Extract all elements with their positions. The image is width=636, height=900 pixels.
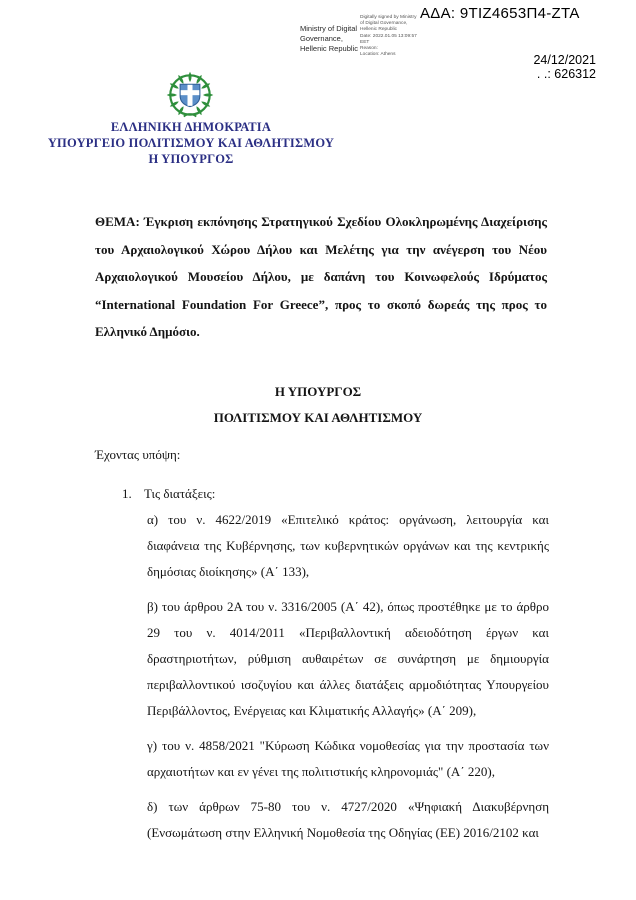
greek-coat-of-arms-icon xyxy=(163,69,217,121)
signature-detail-line: Date: 2022.01.05 13:09:57 xyxy=(360,33,417,39)
document-date: 24/12/2021 xyxy=(533,53,596,67)
signature-details xyxy=(360,15,470,59)
signature-detail-line: Location: Athens xyxy=(360,52,396,58)
protocol-number: . .: 626312 xyxy=(536,67,596,81)
decision-heading-line2: ΠΟΛΙΤΙΣΜΟΥ ΚΑΙ ΑΘΛΗΤΙΣΜΟΥ xyxy=(213,410,423,425)
signature-detail-line: Digitally signed by Ministry xyxy=(360,15,417,20)
subject-label: ΘΕΜΑ: xyxy=(95,214,140,229)
letterhead-ministry: ΥΠΟΥΡΓΕΙΟ ΠΟΛΙΤΙΣΜΟΥ ΚΑΙ ΑΘΛΗΤΙΣΜΟΥ xyxy=(47,136,335,150)
preamble-text: Έχοντας υπόψη: xyxy=(95,447,181,462)
signature-detail-line: of Digital Governance, xyxy=(360,21,408,27)
signature-detail-line: Reason: xyxy=(360,46,378,52)
letterhead xyxy=(30,119,352,167)
digital-signature-stamp xyxy=(300,24,366,53)
list-item-1 xyxy=(122,486,215,502)
subject-paragraph xyxy=(95,208,547,346)
provision-item-d: δ) των άρθρων 75-80 του ν. 4727/2020 «Ψηφιακή Διακυβέρνηση (Ενσωμάτωση στην Ελληνική Νομοθεσία της Οδηγίας (ΕΕ) 2016/2102 και xyxy=(147,799,549,840)
provision-item-b: β) του άρθρου 2Α του ν. 3316/2005 (Α΄ 42), όπως προστέθηκε με το άρθρο 29 του ν. 4014/2011 «Περιβαλλοντική αδειοδότηση έργων και δραστηριοτήτων, ρύθμιση αυθαιρέτων σε συνάρτηση με δημιουργία περιβαλλοντικού ισοζυγίου και άλλες διατάξεις αρμοδιότητας Υπουργείου Περιβάλλοντος, Ενέργειας και Κλιματικής Αλλαγής» (Α΄ 209), xyxy=(147,599,549,718)
signature-detail-line: Hellenic Republic xyxy=(360,27,398,33)
list-number: 1. xyxy=(122,486,132,501)
subject-text: Έγκριση εκπόνησης Στρατηγικού Σχεδίου Ολοκληρωμένης Διαχείρισης του Αρχαιολογικού Χώρου Δήλου και Μελέτης για την ανέγερση του Νέου Αρχαιολογικού Μουσείου Δήλου, με δαπάνη του Κοινωφελούς Ιδρύματος “International Foundation For Greece”, προς το σκοπό δωρεάς της προς το Ελληνικό Δημόσιο. xyxy=(95,214,548,339)
provision-item-c: γ) του ν. 4858/2021 "Κύρωση Κώδικα νομοθεσίας για την προστασία των αρχαιοτήτων και εν γένει της πολιτιστικής κληρονομιάς" (Α΄ 220), xyxy=(147,738,549,779)
stamp-org-line: Governance, xyxy=(300,33,343,43)
signature-detail-line: EET xyxy=(360,39,370,45)
provision-item-a: α) του ν. 4622/2019 «Επιτελικό κράτος: οργάνωση, λειτουργία και διαφάνεια της Κυβέρνησης, των κυβερνητικών οργάνων και της κεντρικής δημόσιας διοίκησης» (Α΄ 133), xyxy=(147,512,549,579)
letterhead-office: Η ΥΠΟΥΡΓΟΣ xyxy=(148,152,234,166)
stamp-org-line: Ministry of Digital xyxy=(300,24,358,33)
stamp-org-line: Hellenic Republic xyxy=(300,43,358,53)
letterhead-republic: ΕΛΛΗΝΙΚΗ ΔΗΜΟΚΡΑΤΙΑ xyxy=(110,120,272,134)
provisions-list xyxy=(147,507,549,855)
list-title: Τις διατάξεις: xyxy=(144,486,216,501)
date-block xyxy=(533,53,596,81)
ada-code: ΑΔΑ: 9ΤΙΖ4653Π4-ΖΤΑ xyxy=(420,5,580,22)
decision-heading xyxy=(0,379,636,431)
decision-heading-line1: Η ΥΠΟΥΡΓΟΣ xyxy=(274,384,362,399)
